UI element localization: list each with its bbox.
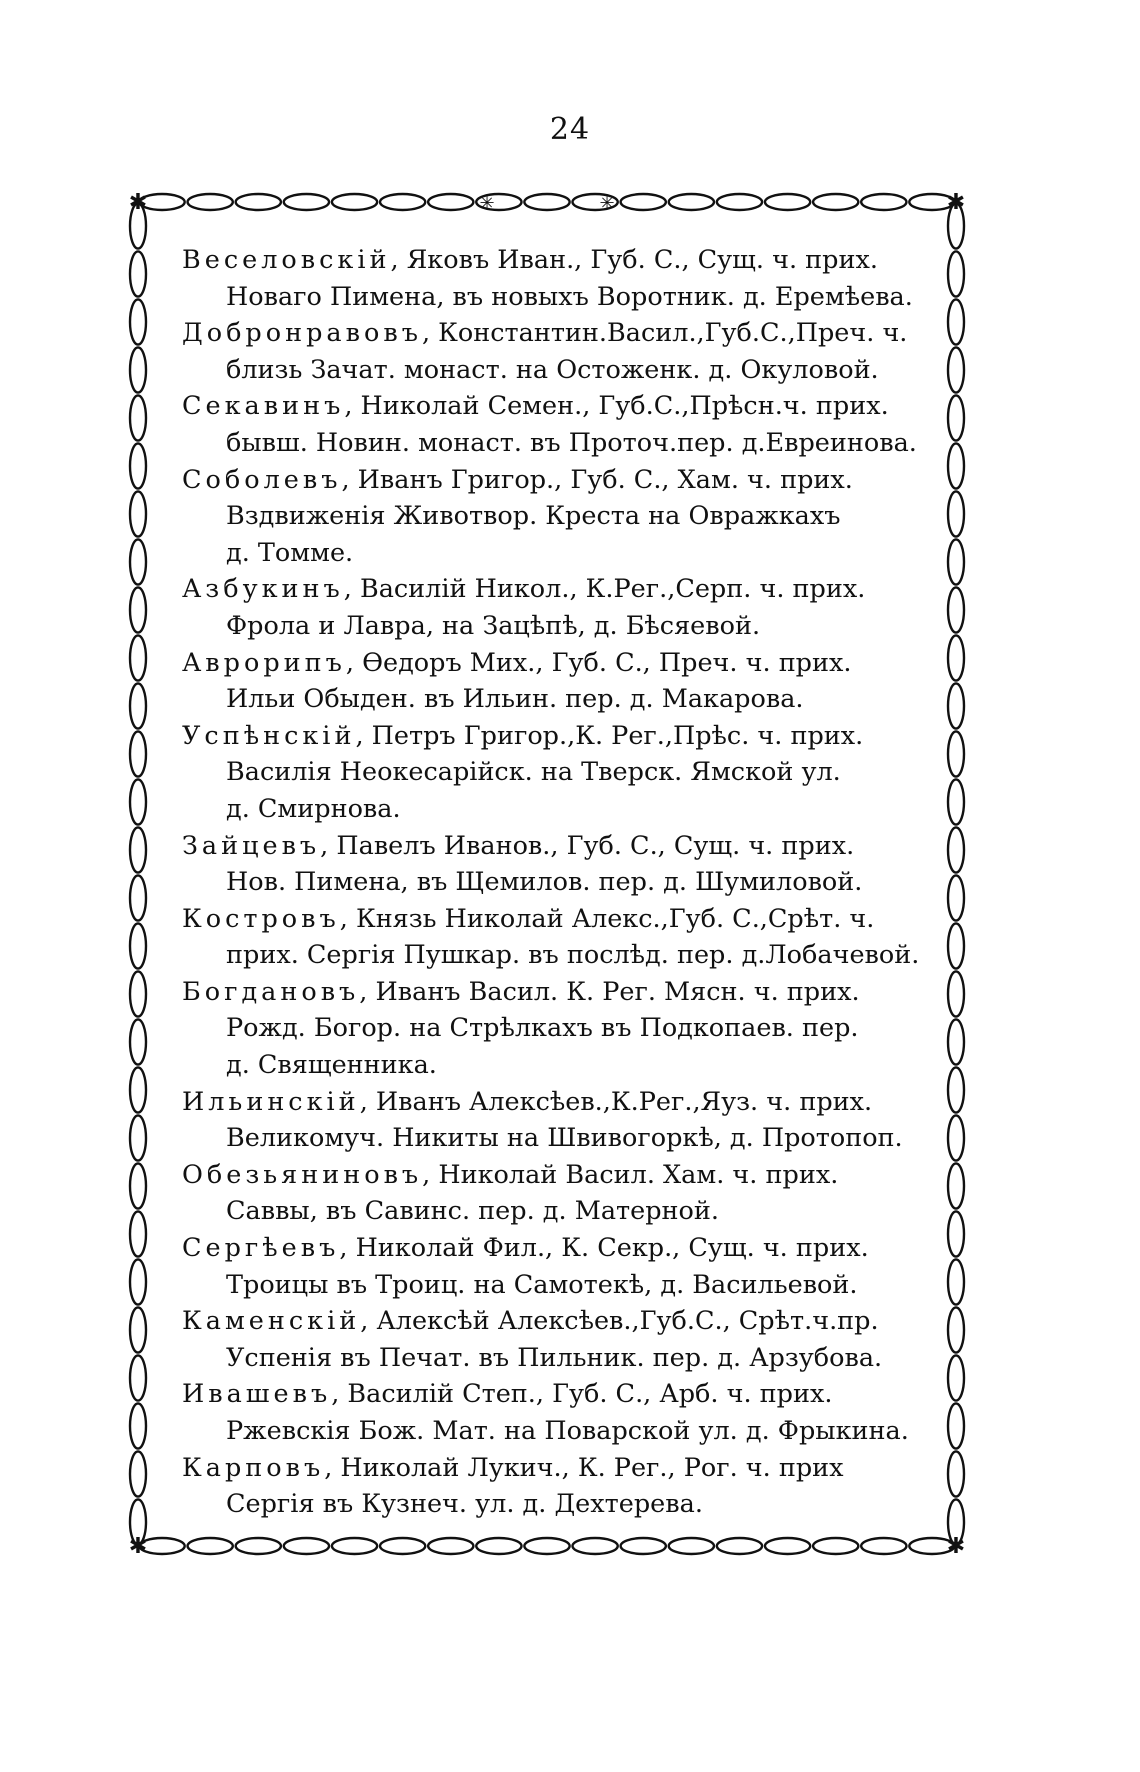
border-left-chain (130, 779, 146, 824)
entry-continuation-line: Новаго Пимена, въ новыхъ Воротник. д. Еремѣева. (226, 281, 913, 312)
border-left-chain (130, 587, 146, 632)
border-bottom-chain (476, 1538, 521, 1554)
border-bottom-chain (188, 1538, 233, 1554)
entry-details: Николай Лукич., К. Рег., Рог. ч. прих (340, 1452, 844, 1483)
entry-separator: , (320, 830, 337, 861)
entry-surname: Ивашевъ (182, 1379, 332, 1410)
border-left-chain (130, 1307, 146, 1352)
border-left-chain (130, 683, 146, 728)
entry-continuation-line: близь Зачат. монаст. на Остоженк. д. Окуловой. (226, 354, 879, 385)
entry-surname: Карповъ (182, 1452, 325, 1483)
border-left-chain (130, 443, 146, 488)
directory-entry (182, 242, 952, 315)
entry-surname: Обезьяниновъ (182, 1159, 423, 1190)
entry-surname: Азбукинъ (182, 574, 344, 605)
entry-details: Алексѣй Алексѣев.,Губ.С., Срѣт.ч.пр. (376, 1306, 879, 1337)
border-top-chain (428, 194, 473, 210)
directory-entry (182, 1376, 952, 1449)
border-left-chain (130, 251, 146, 296)
entry-details: Иванъ Григор., Губ. С., Хам. ч. прих. (357, 464, 853, 495)
directory-entry (182, 571, 952, 644)
border-left-chain (130, 347, 146, 392)
directory-entry (182, 1230, 952, 1303)
entry-first-line (182, 645, 952, 682)
entry-first-line (182, 1450, 952, 1487)
entry-surname: Секавинъ (182, 391, 345, 422)
border-left-chain (130, 1355, 146, 1400)
directory-entries (182, 242, 952, 1523)
entry-first-line (182, 974, 952, 1011)
entry-first-line (182, 1303, 952, 1340)
entry-separator: , (344, 391, 361, 422)
entry-first-line (182, 828, 952, 865)
directory-entry (182, 1157, 952, 1230)
border-bottom-chain (573, 1538, 618, 1554)
entry-details: Иванъ Алексѣев.,К.Рег.,Яуз. ч. прих. (375, 1086, 873, 1117)
border-top-chain (717, 194, 762, 210)
entry-continuation-line: Троицы въ Троиц. на Самотекѣ, д. Васильевой. (226, 1269, 858, 1300)
border-bottom-chain (524, 1538, 569, 1554)
entry-first-line (182, 242, 952, 279)
entry-separator: , (339, 903, 356, 934)
corner-star-icon: ✱ (128, 192, 148, 215)
border-left-chain (130, 299, 146, 344)
directory-entry (182, 901, 952, 974)
entry-separator: , (359, 976, 376, 1007)
entry-first-line (182, 1157, 952, 1194)
directory-entry (182, 828, 952, 901)
entry-separator: , (331, 1379, 348, 1410)
border-top-chain (861, 194, 906, 210)
border-left-chain (130, 1259, 146, 1304)
directory-entry (182, 974, 952, 1084)
entry-continuation-line: д. Томме. (226, 537, 354, 568)
entry-continuation-line: Великомуч. Никиты на Швивогоркѣ, д. Протопоп. (226, 1123, 903, 1154)
border-bottom-chain (236, 1538, 281, 1554)
entry-first-line (182, 1376, 952, 1413)
border-left-chain (130, 923, 146, 968)
entry-separator: , (341, 464, 358, 495)
border-bottom-chain (669, 1538, 714, 1554)
entry-details: Ѳедоръ Мих., Губ. С., Преч. ч. прих. (362, 647, 852, 678)
border-bottom-chain (621, 1538, 666, 1554)
border-bottom-chain (765, 1538, 810, 1554)
directory-entry (182, 645, 952, 718)
border-left-chain (130, 539, 146, 584)
entry-separator: , (390, 245, 407, 275)
entry-details: Николай Фил., К. Секр., Сущ. ч. прих. (355, 1233, 869, 1264)
border-left-chain (130, 1403, 146, 1448)
entry-details: Николай Семен., Губ.С.,Прѣсн.ч. прих. (360, 391, 889, 422)
entry-details: Василій Никол., К.Рег.,Серп. ч. прих. (359, 574, 866, 605)
entry-surname: Сергѣевъ (182, 1233, 340, 1264)
entry-surname: Соболевъ (182, 464, 342, 495)
entry-first-line (182, 571, 952, 608)
entry-separator: , (345, 647, 363, 678)
border-left-chain (130, 1067, 146, 1112)
border-top-chain (332, 194, 377, 210)
entry-surname: Костровъ (182, 903, 340, 934)
entry-continuation-line: Фрола и Лавра, на Зацѣпѣ, д. Бѣсяевой. (226, 610, 761, 641)
entry-continuation-line: Вздвиженія Животвор. Креста на Овражкахъ (226, 501, 841, 532)
entry-continuation-line: Рожд. Богор. на Стрѣлкахъ въ Подкопаев. пер. (226, 1013, 859, 1044)
border-bottom-chain (813, 1538, 858, 1554)
entry-continuation-line: Сергія въ Кузнеч. ул. д. Дехтерева. (226, 1489, 703, 1520)
entry-separator: , (339, 1233, 356, 1264)
border-left-chain (130, 635, 146, 680)
entry-continuation-line: Нов. Пимена, въ Щемилов. пер. д. Шумиловой. (226, 867, 863, 898)
border-star-icon: ✳ (479, 193, 495, 214)
entry-separator: , (324, 1452, 341, 1483)
border-left-chain (130, 1163, 146, 1208)
directory-entry (182, 718, 952, 828)
border-left-chain (130, 875, 146, 920)
directory-entry (182, 1084, 952, 1157)
entry-continuation-line: Ильи Обыден. въ Ильин. пер. д. Макарова. (226, 684, 804, 715)
entry-first-line (182, 718, 952, 755)
entry-surname: Каменскій (182, 1306, 361, 1337)
border-bottom-chain (861, 1538, 906, 1554)
directory-entry (182, 462, 952, 572)
border-bottom-chain (332, 1538, 377, 1554)
border-star-icon: ✳ (599, 193, 615, 214)
entry-details: Князь Николай Алекс.,Губ. С.,Срѣт. ч. (355, 903, 875, 934)
entry-surname: Аврорипъ (182, 647, 346, 678)
corner-star-icon: ✱ (946, 192, 966, 215)
entry-details: Петръ Григор.,К. Рег.,Прѣс. ч. прих. (371, 720, 864, 751)
entry-continuation-line: Саввы, въ Савинс. пер. д. Матерной. (226, 1196, 719, 1227)
corner-star-icon: ✱ (128, 1534, 148, 1556)
entry-first-line (182, 1084, 952, 1121)
entry-surname: Ильинскій (182, 1086, 360, 1117)
entry-details: Константин.Васил.,Губ.С.,Преч. ч. (438, 318, 908, 349)
entry-continuation-line: бывш. Новин. монаст. въ Проточ.пер. д.Евреинова. (226, 427, 917, 458)
entry-details: Павелъ Иванов., Губ. С., Сущ. ч. прих. (336, 830, 855, 861)
page-number: 24 (549, 112, 591, 147)
entry-details: Яковъ Иван., Губ. С., Сущ. ч. прих. (406, 245, 878, 275)
border-left-chain (130, 1019, 146, 1064)
border-left-chain (130, 827, 146, 872)
directory-entry (182, 1303, 952, 1376)
entry-continuation-line: прих. Сергія Пушкар. въ послѣд. пер. д.Лобачевой. (226, 940, 920, 971)
border-top-chain (236, 194, 281, 210)
border-left-chain (130, 491, 146, 536)
border-left-chain (130, 395, 146, 440)
directory-entry (182, 388, 952, 461)
border-left-chain (130, 971, 146, 1016)
entry-first-line (182, 901, 952, 938)
entry-continuation-line: Ржевскія Бож. Мат. на Поварской ул. д. Фрыкина. (226, 1416, 909, 1446)
entry-surname: Добронравовъ (182, 318, 422, 349)
entry-continuation-line: д. Смирнова. (226, 793, 401, 824)
border-bottom-chain (284, 1538, 329, 1554)
border-bottom-chain (717, 1538, 762, 1554)
entry-details: Василій Степ., Губ. С., Арб. ч. прих. (347, 1379, 833, 1410)
border-top-chain (188, 194, 233, 210)
entry-separator: , (359, 1086, 376, 1117)
border-top-chain (813, 194, 858, 210)
border-top-chain (669, 194, 714, 210)
entry-separator: , (422, 1159, 439, 1190)
entry-first-line (182, 1230, 952, 1267)
corner-star-icon: ✱ (946, 1534, 966, 1556)
border-top-chain (765, 194, 810, 210)
border-top-chain (524, 194, 569, 210)
entry-surname: Богдановъ (182, 976, 360, 1007)
entry-separator: , (343, 574, 360, 605)
directory-entry (182, 1450, 952, 1523)
entry-continuation-line: д. Священника. (226, 1050, 437, 1081)
border-left-chain (130, 1115, 146, 1160)
entry-first-line (182, 315, 952, 352)
entry-surname: Зайцевъ (182, 830, 321, 861)
border-top-chain (380, 194, 425, 210)
border-left-chain (130, 731, 146, 776)
entry-surname: Веселовскій (182, 245, 391, 275)
entry-details: Николай Васил. Хам. ч. прих. (438, 1159, 839, 1190)
border-left-chain (130, 1451, 146, 1496)
entry-details: Иванъ Васил. К. Рег. Мясн. ч. прих. (375, 976, 860, 1007)
entry-continuation-line: Успенія въ Печат. въ Пильник. пер. д. Арзубова. (226, 1342, 883, 1373)
entry-separator: , (355, 720, 372, 751)
entry-separator: , (360, 1306, 377, 1337)
entry-continuation-line: Василія Неокесарійск. на Тверск. Ямской ул. (226, 757, 841, 788)
border-top-chain (621, 194, 666, 210)
entry-first-line (182, 462, 952, 499)
entry-first-line (182, 388, 952, 425)
directory-entry (182, 315, 952, 388)
border-top-chain (284, 194, 329, 210)
border-bottom-chain (428, 1538, 473, 1554)
entry-separator: , (421, 318, 439, 349)
entry-surname: Успѣнскій (182, 720, 356, 751)
border-left-chain (130, 1211, 146, 1256)
border-bottom-chain (380, 1538, 425, 1554)
